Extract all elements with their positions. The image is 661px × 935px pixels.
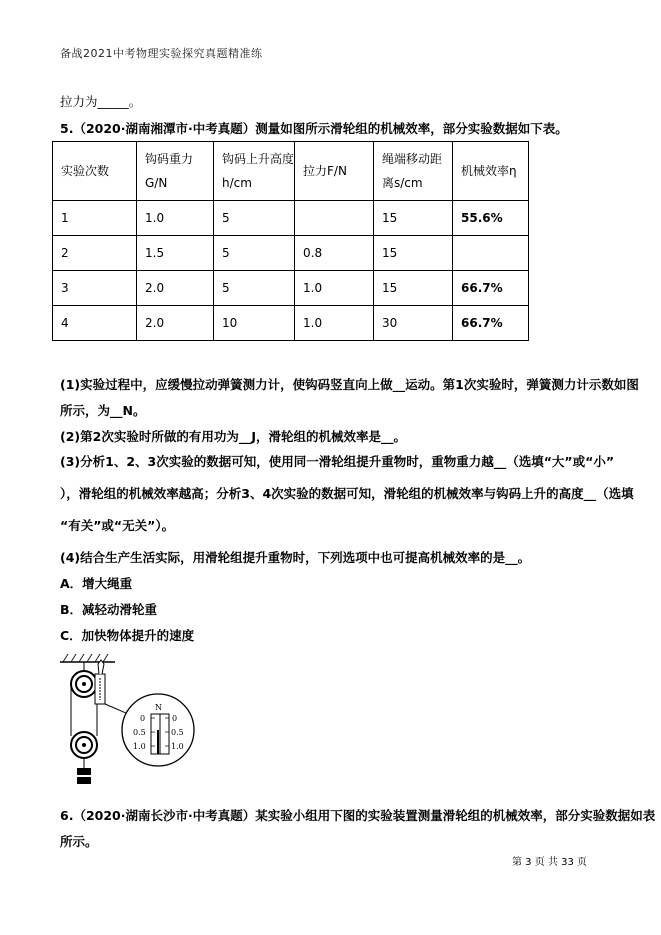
table-cell	[295, 201, 374, 236]
table-cell: 1.0	[137, 201, 214, 236]
table-cell: 0.8	[295, 236, 374, 271]
question-5-part-3b: ），滑轮组的机械效率越高；分析3、4次实验的数据可知，滑轮组的机械效率与钩码上升的高度__（选填	[60, 486, 634, 501]
scale-tick-left: 0	[140, 714, 146, 723]
question-5-part-3a: (3)分析1、2、3次实验的数据可知，使用同一滑轮组提升重物时，重物重力越__（选填“大”或“小”	[60, 454, 615, 469]
table-cell: 10	[214, 306, 295, 341]
pulley-diagram	[55, 650, 195, 790]
question-5-part-1b: 所示，为__N。	[60, 403, 146, 418]
answer-line: 拉力为_____。	[60, 94, 142, 109]
table-cell: 15	[374, 201, 453, 236]
header-cell: 拉力F/N	[295, 142, 374, 201]
question-5-part-3c: “有关”或“无关”）。	[60, 518, 175, 533]
table-cell: 66.7%	[453, 271, 529, 306]
question-6-title-a: 6.（2020·湖南长沙市·中考真题）某实验小组用下图的实验装置测量滑轮组的机械效率，部分实验数据如表	[60, 808, 656, 823]
table-row	[53, 306, 529, 341]
table-row	[53, 271, 529, 306]
header-cell: 绳端移动距离s/cm	[374, 142, 453, 201]
table-cell: 4	[53, 306, 137, 341]
question-6-title-b: 所示。	[60, 834, 98, 849]
table-cell: 1.5	[137, 236, 214, 271]
page-number: 第 3 页 共 33 页	[512, 857, 587, 868]
scale-tick-left: 0.5	[133, 728, 146, 737]
question-5-part-4: (4)结合生产生活实际，用滑轮组提升重物时，下列选项中也可提高机械效率的是__。	[60, 550, 531, 565]
scale-tick-right: 0	[172, 714, 178, 723]
table-row	[53, 236, 529, 271]
table-cell: 1	[53, 201, 137, 236]
table-cell: 2	[53, 236, 137, 271]
table-cell: 2.0	[137, 271, 214, 306]
table-cell: 15	[374, 236, 453, 271]
scale-tick-right: 1.0	[171, 742, 184, 751]
table-cell: 5	[214, 201, 295, 236]
data-table	[52, 141, 529, 341]
table-cell: 5	[214, 236, 295, 271]
table-cell: 66.7%	[453, 306, 529, 341]
header-cell: 钩码重力G/N	[137, 142, 214, 201]
table-header-row	[53, 142, 529, 201]
question-5-title: 5.（2020·湖南湘潭市·中考真题）测量如图所示滑轮组的机械效率，部分实验数据如下表。	[60, 121, 568, 136]
page-header: 备战2021中考物理实验探究真题精准练	[60, 47, 263, 60]
table-cell: 1.0	[295, 271, 374, 306]
question-5-part-1a: (1)实验过程中，应缓慢拉动弹簧测力计，使钩码竖直向上做__运动。第1次实验时，弹簧测力计示数如图	[60, 377, 639, 392]
scale-unit-label: N	[155, 703, 162, 712]
option-b: B．减轻动滑轮重	[60, 602, 158, 617]
table-cell: 15	[374, 271, 453, 306]
table-cell	[453, 236, 529, 271]
table-cell: 3	[53, 271, 137, 306]
scale-tick-right: 0.5	[171, 728, 184, 737]
table-row	[53, 201, 529, 236]
table-cell: 2.0	[137, 306, 214, 341]
header-cell: 实验次数	[53, 142, 137, 201]
table-cell: 1.0	[295, 306, 374, 341]
header-cell: 机械效率η	[453, 142, 529, 201]
table-cell: 30	[374, 306, 453, 341]
table-cell: 55.6%	[453, 201, 529, 236]
header-cell: 钩码上升高度h/cm	[214, 142, 295, 201]
option-a: A．增大绳重	[60, 576, 133, 591]
table-cell: 5	[214, 271, 295, 306]
question-5-part-2: (2)第2次实验时所做的有用功为__J，滑轮组的机械效率是__。	[60, 429, 406, 444]
scale-tick-left: 1.0	[133, 742, 146, 751]
option-c: C．加快物体提升的速度	[60, 628, 195, 643]
